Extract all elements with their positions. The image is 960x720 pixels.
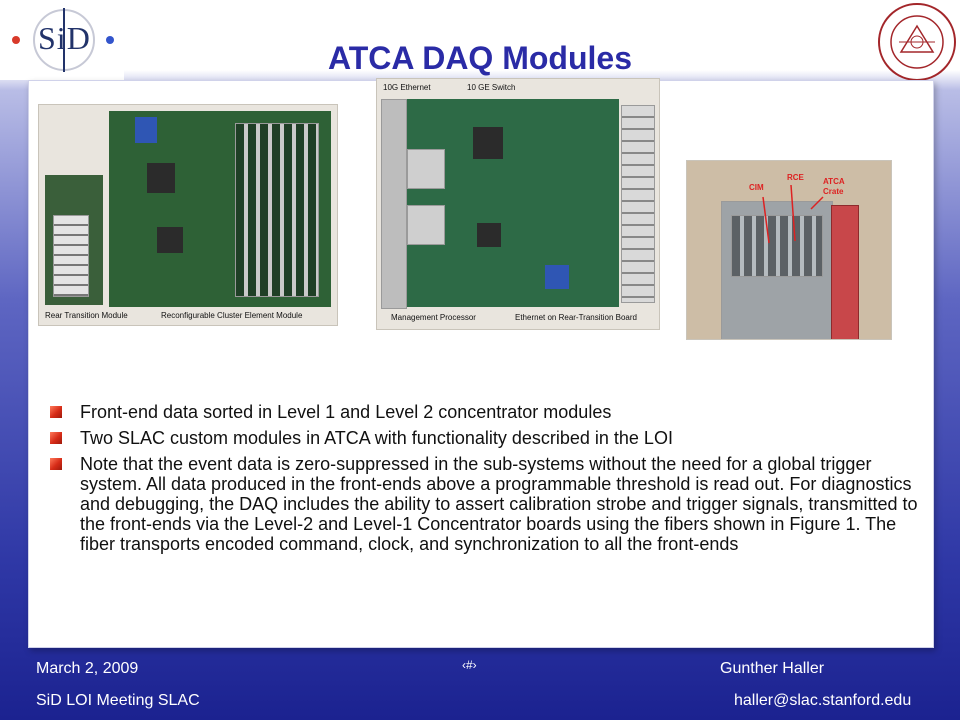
label-crate: Crate <box>823 187 844 196</box>
footer-slide-number: ‹#› <box>462 658 477 672</box>
footer-date: March 2, 2009 <box>36 660 139 677</box>
label-10ge-switch: 10 GE Switch <box>467 83 516 92</box>
switch-chip <box>473 127 503 159</box>
label-atca: ATCA <box>823 177 845 186</box>
bullet-item <box>50 402 930 423</box>
photo-atca-crate <box>686 160 892 340</box>
rtm-connectors <box>53 215 89 297</box>
bullet-square-icon <box>50 458 62 470</box>
backplane-connectors <box>621 105 655 303</box>
caption-management-processor: Management Processor <box>391 313 476 322</box>
caption-rce-module: Reconfigurable Cluster Element Module <box>161 311 303 320</box>
caption-ethernet-rtb: Ethernet on Rear-Transition Board <box>515 313 637 322</box>
cim-module-board <box>407 99 619 307</box>
label-rce: RCE <box>787 173 804 182</box>
bullet-list <box>50 402 930 559</box>
processor-chip-1 <box>147 163 175 193</box>
memory-slots <box>235 123 319 297</box>
blue-connector <box>135 117 157 143</box>
caption-rear-transition-module: Rear Transition Module <box>45 311 128 320</box>
footer-author: Gunther Haller <box>720 660 825 677</box>
bullet-square-icon <box>50 432 62 444</box>
sid-logo-text: SiD <box>38 20 91 56</box>
bullet-square-icon <box>50 406 62 418</box>
bullet-item <box>50 454 930 554</box>
footer-email: haller@slac.stanford.edu <box>734 692 912 709</box>
sfp-cage-2 <box>407 205 445 245</box>
label-cim: CIM <box>749 183 764 192</box>
sfp-cage-1 <box>407 149 445 189</box>
bullet-text: Note that the event data is zero-suppressed in the sub-systems without the need for a global trigger system. All data produced in the front-ends above a programmable threshold is read out. For diagnostics and debugging, the DAQ includes the ability to assert calibration strobe and trigger signals, transmitted to the front-ends via the Level-2 and Level-1 Concentrator boards using the fibers shown in Figure 1. The fiber transports encoded command, clock, and synchronization to all the front-ends <box>80 454 918 554</box>
bullet-text: Two SLAC custom modules in ATCA with functionality described in the LOI <box>80 428 673 448</box>
photo-rce-rtm-boards <box>38 104 338 326</box>
management-processor-chip <box>477 223 501 247</box>
blue-component <box>545 265 569 289</box>
footer-meeting: SiD LOI Meeting SLAC <box>36 692 200 709</box>
slide-title: ATCA DAQ Modules <box>328 40 632 76</box>
crate-annotation-lines <box>687 161 891 339</box>
label-10g-ethernet: 10G Ethernet <box>383 83 431 92</box>
bullet-text: Front-end data sorted in Level 1 and Level 2 concentrator modules <box>80 402 612 422</box>
photo-cim-board <box>376 78 660 330</box>
bullet-item <box>50 428 930 449</box>
front-panel <box>381 99 407 309</box>
processor-chip-2 <box>157 227 183 253</box>
